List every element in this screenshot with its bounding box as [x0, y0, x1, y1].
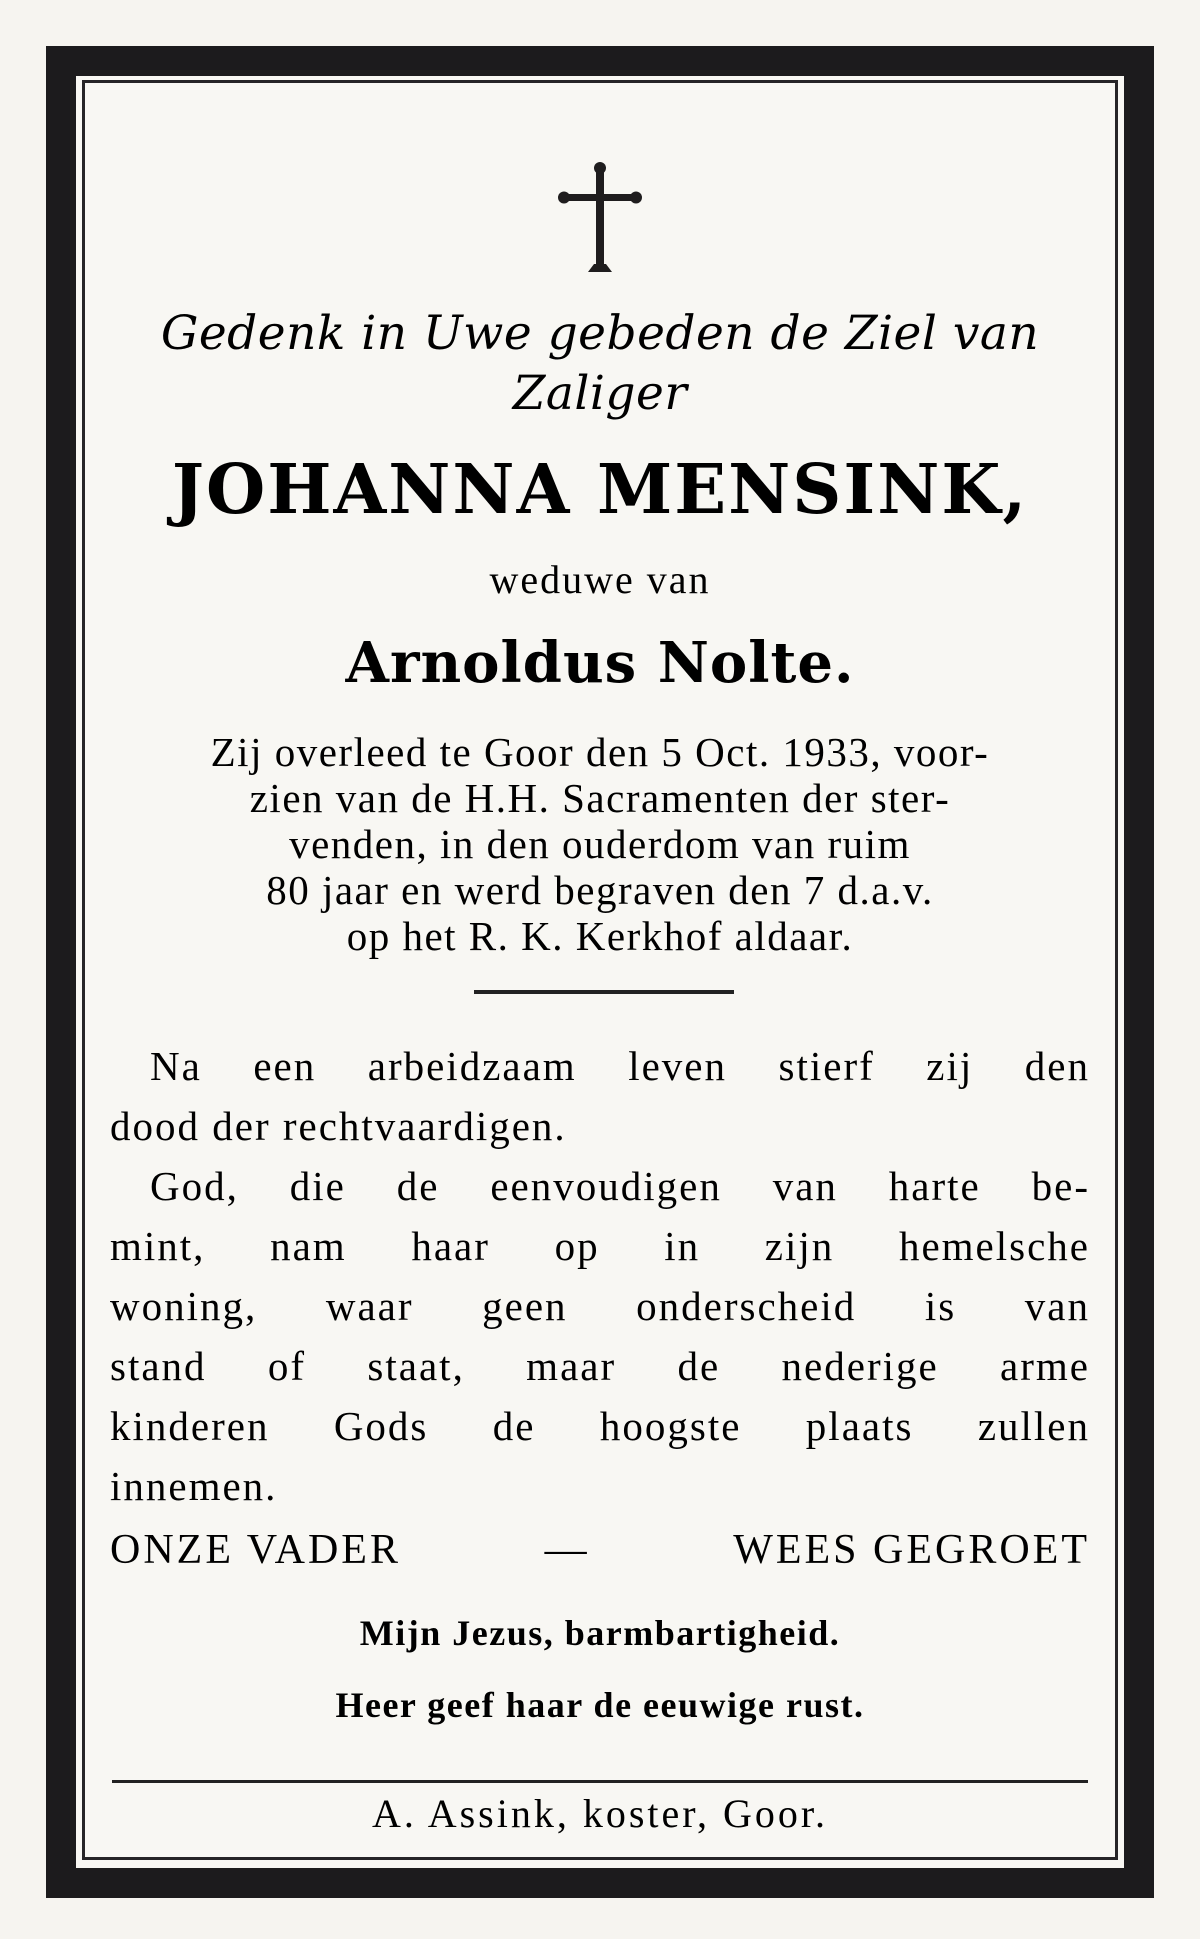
paragraph-life	[110, 1036, 1090, 1156]
death-notice-line: 80 jaar en werd begraven den 7 d.a.v.	[266, 867, 934, 913]
relation-text: weduwe van	[489, 557, 711, 602]
paragraph-line: Na een arbeidzaam leven stierf zij den	[150, 1043, 1090, 1089]
paragraph-line: God, die de eenvoudigen van harte be-	[150, 1163, 1090, 1209]
invocation-line-1: Mijn Jezus, barmbartigheid.	[359, 1613, 841, 1653]
death-notice-line: venden, in den ouderdom van ruim	[289, 821, 911, 867]
opening-line-1: Gedenk in Uwe gebeden de Ziel van	[160, 306, 1040, 361]
invocation-line-2: Heer geef haar de eeuwige rust.	[335, 1685, 865, 1725]
prayer-row	[110, 1526, 1090, 1574]
short-divider	[474, 990, 734, 994]
paragraph-line: innemen.	[110, 1463, 278, 1509]
paragraph-line: dood der rechtvaardigen.	[110, 1103, 567, 1149]
husband-name: Arnoldus Nolte.	[345, 630, 855, 696]
paragraph-line: stand of staat, maar de nederige arme	[110, 1343, 1090, 1389]
paragraph-heaven	[110, 1156, 1090, 1516]
footer-divider	[112, 1780, 1088, 1783]
death-notice-line: zien van de H.H. Sacramenten der ster-	[249, 775, 951, 821]
opening-line-2: Zaliger	[512, 366, 688, 421]
death-notice-line: Zij overleed te Goor den 5 Oct. 1933, voor-	[210, 729, 990, 775]
prayer-our-father: ONZE VADER	[110, 1527, 401, 1573]
prayer-dash: —	[544, 1527, 590, 1573]
deceased-name: JOHANNA MENSINK,	[171, 450, 1029, 530]
death-notice-line: op het R. K. Kerkhof aldaar.	[346, 913, 854, 959]
paragraph-line: woning, waar geen onderscheid is van	[110, 1283, 1090, 1329]
printer-credit: A. Assink, koster, Goor.	[372, 1791, 828, 1836]
prayer-hail-mary: WEES GEGROET	[733, 1527, 1090, 1573]
paragraph-line: kinderen Gods de hoogste plaats zullen	[110, 1403, 1090, 1449]
cross-icon	[550, 160, 650, 280]
paragraph-line: mint, nam haar op in zijn hemelsche	[110, 1223, 1090, 1269]
